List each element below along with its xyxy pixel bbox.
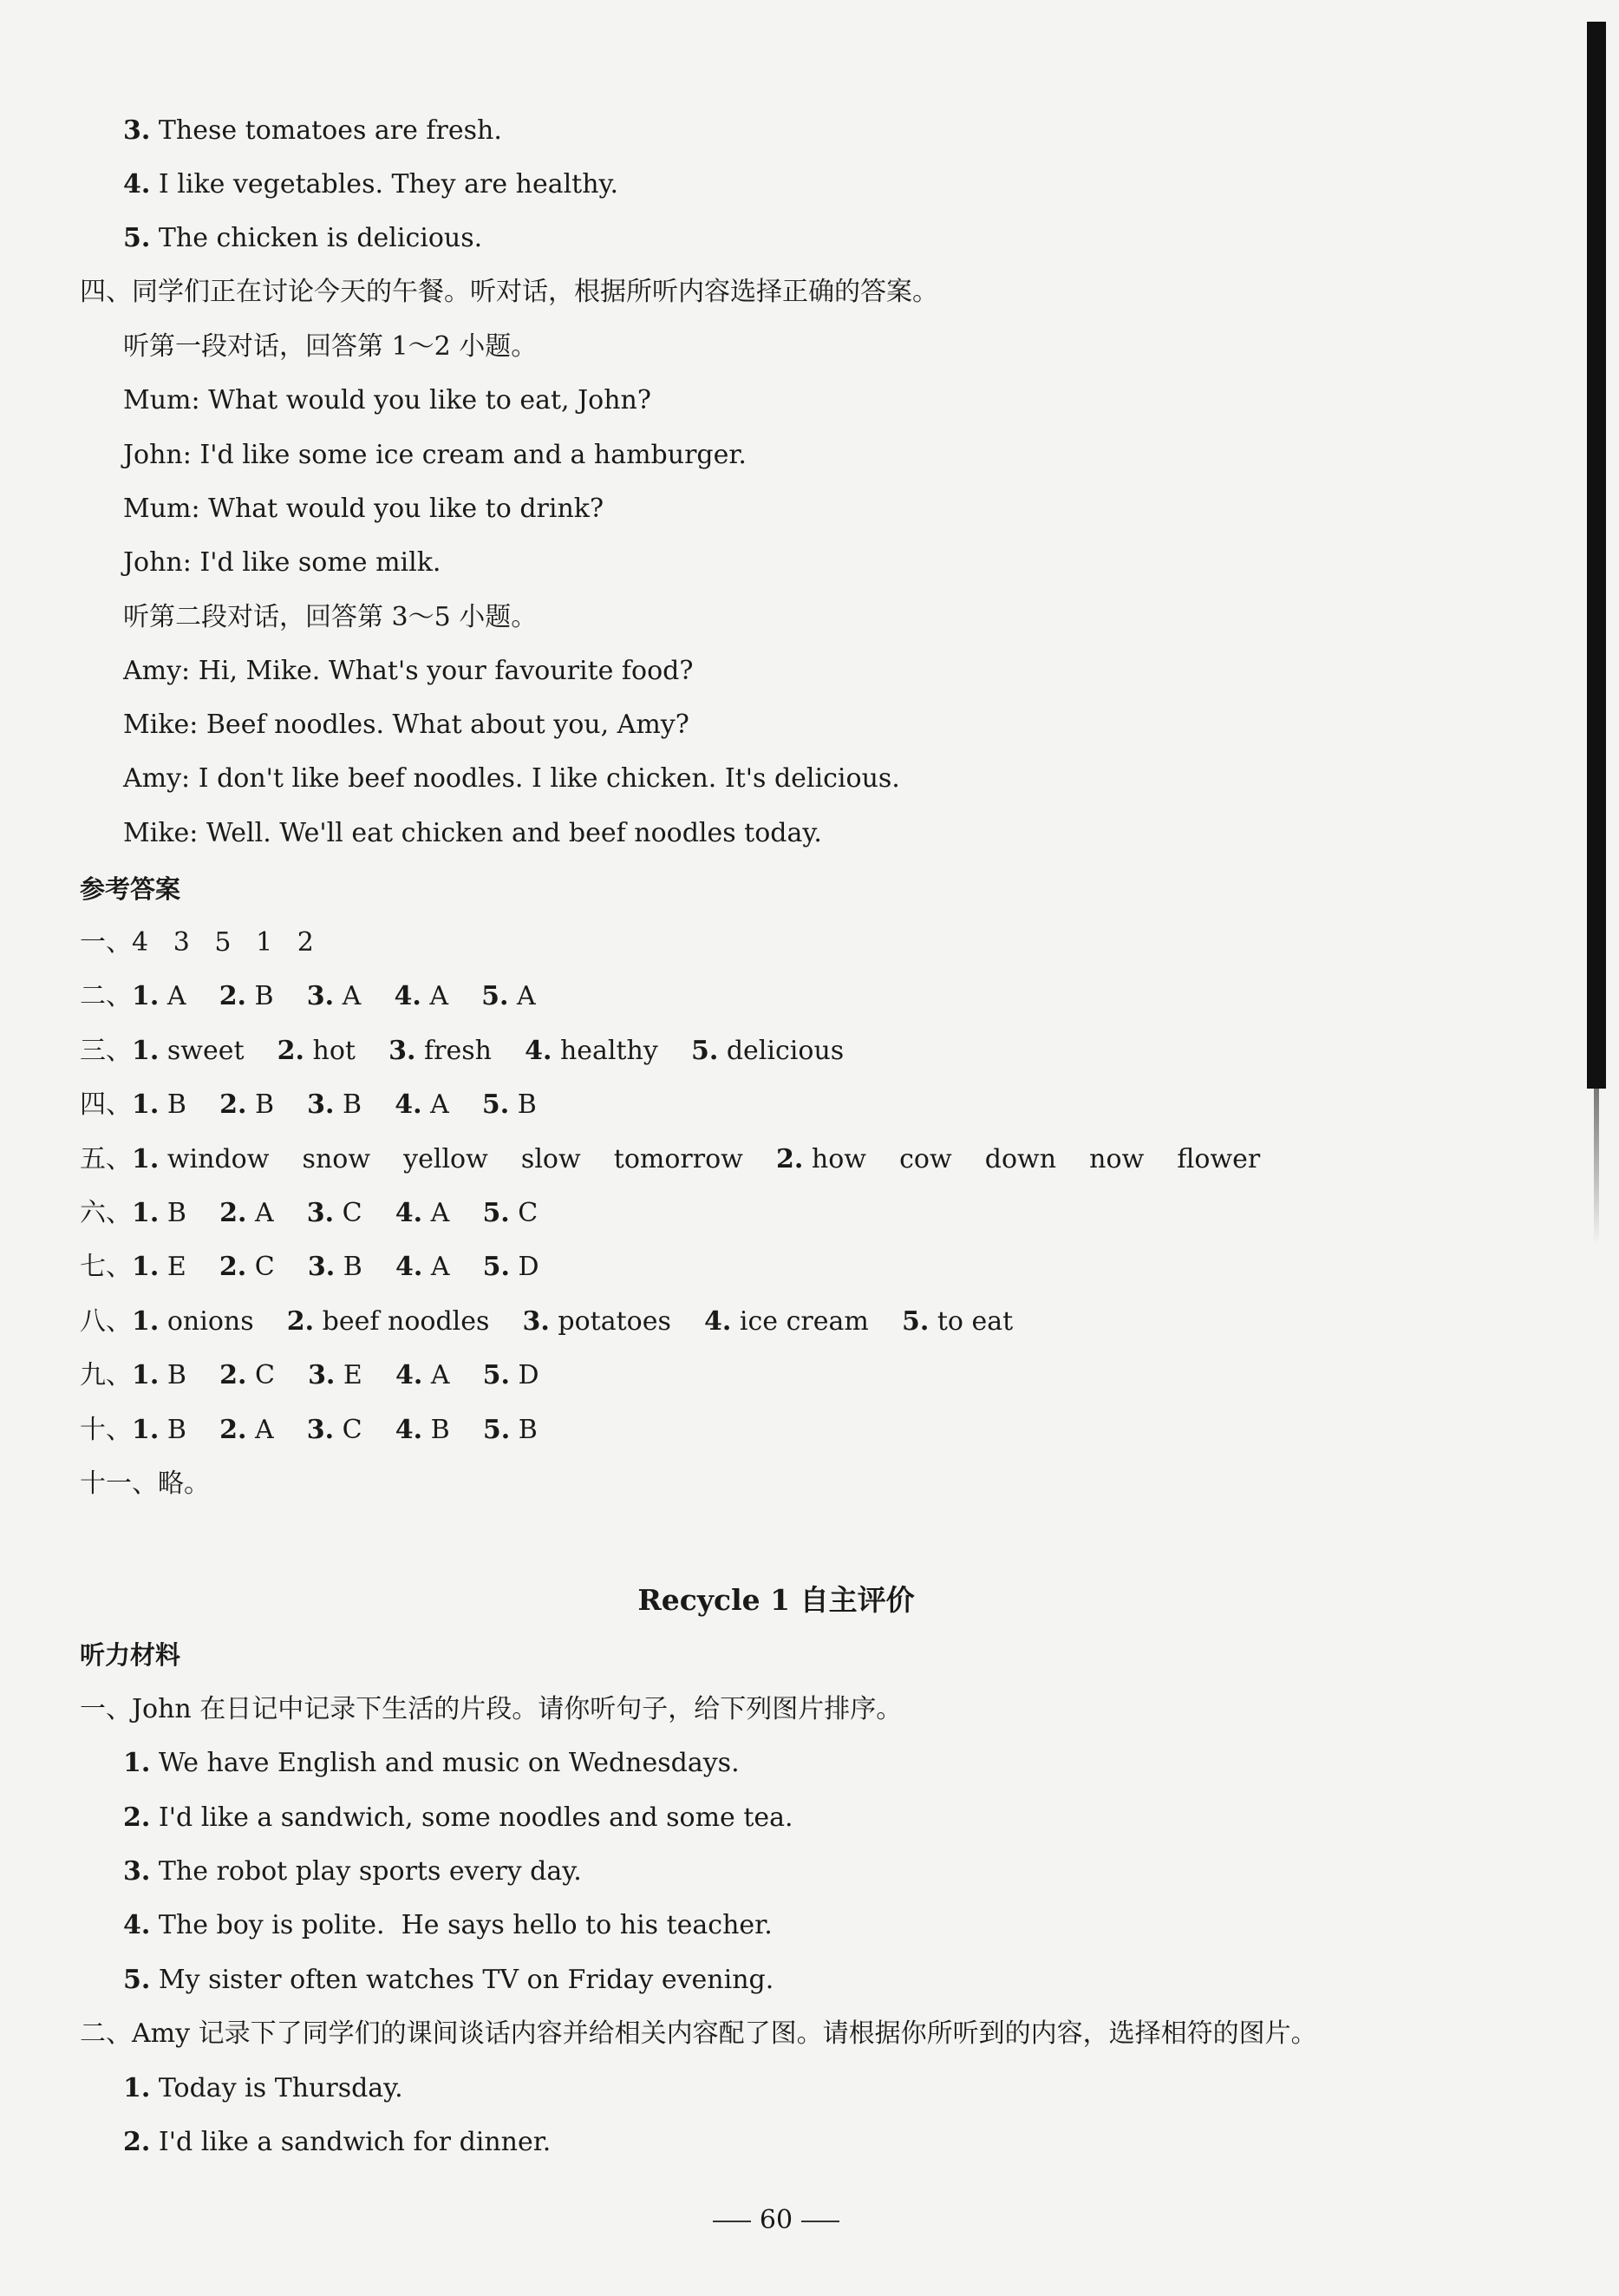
answer-item: 5. D — [482, 1360, 539, 1390]
answer-item: 3. A — [306, 981, 362, 1011]
answer-item: 1. B — [132, 1089, 186, 1120]
part1-instruction: 一、John 在日记中记录下生活的片段。请你听句子，给下列图片排序。 — [80, 1694, 903, 1724]
answer-item: 1. B — [132, 1360, 186, 1390]
scan-edge-fade — [1594, 1089, 1599, 1245]
answer-row — [80, 979, 536, 1014]
answer-item: 1. B — [132, 1198, 186, 1228]
answer-row — [80, 1196, 538, 1231]
dialog2-line: Mike: Well. We'll eat chicken and beef noodles today. — [123, 818, 822, 848]
part2-line: 2. I'd like a sandwich for dinner. — [123, 2127, 552, 2157]
answer-item: 3. fresh — [388, 1036, 492, 1066]
answer-item: 2. C — [219, 1252, 275, 1282]
answers-heading: 参考答案 — [80, 874, 181, 904]
answer-row-label: 四、 — [80, 1089, 132, 1120]
dialog1-intro: 听第一段对话，回答第 1～2 小题。 — [123, 331, 538, 362]
answer-item: 2. hot — [277, 1036, 356, 1066]
part2-instruction: 二、Amy 记录下了同学们的课间谈话内容并给相关内容配了图。请根据你所听到的内容，选择相符的图片。 — [80, 2018, 1317, 2049]
answer-row — [80, 926, 314, 960]
answer-row — [80, 1358, 539, 1393]
answer-item: 4. A — [394, 981, 448, 1011]
answer-row-label: 五、 — [80, 1144, 132, 1174]
answer-row — [80, 1142, 1260, 1177]
answer-item: 4. A — [395, 1198, 450, 1228]
dialog1-line: John: I'd like some ice cream and a hamburger. — [123, 440, 747, 470]
answer-item: 3. B — [307, 1252, 362, 1282]
answer-item: 4. healthy — [525, 1036, 658, 1066]
answer-item: 4. ice cream — [704, 1306, 869, 1337]
dialog2-intro: 听第二段对话，回答第 3～5 小题。 — [123, 602, 538, 632]
section-title: Recycle 1 自主评价 — [637, 1583, 915, 1617]
part1-line: 5. My sister often watches TV on Friday evening. — [123, 1965, 774, 1995]
answer-item: 3. C — [306, 1415, 362, 1445]
answer-row — [80, 1305, 1013, 1339]
answer-item: 5. D — [482, 1252, 539, 1282]
answer-row — [80, 1034, 844, 1069]
answer-item: 5. A — [481, 981, 536, 1011]
listening-line: 4. I like vegetables. They are healthy. — [123, 169, 619, 200]
answer-item: 5. B — [482, 1415, 538, 1445]
answer-item: 4. A — [395, 1252, 450, 1282]
part4-instruction: 四、同学们正在讨论今天的午餐。听对话，根据所听内容选择正确的答案。 — [80, 277, 938, 307]
answer-row-label: 十、 — [80, 1415, 132, 1445]
answer-row — [80, 1088, 537, 1122]
part1-line: 4. The boy is polite. He says hello to his teacher. — [123, 1910, 773, 1940]
part1-line: 3. The robot play sports every day. — [123, 1856, 582, 1887]
answer-item: 2. B — [219, 1089, 274, 1120]
answer-item: 2. A — [219, 1415, 274, 1445]
answer-item: 1. onions — [132, 1306, 254, 1337]
answer-row-label: 七、 — [80, 1252, 132, 1282]
answer-row-label: 二、 — [80, 981, 132, 1011]
answer-item: 3. E — [308, 1360, 362, 1390]
answer-row — [80, 1250, 539, 1285]
answer-item: 1. A — [132, 981, 186, 1011]
dialog1-line: John: I'd like some milk. — [123, 547, 441, 578]
answer-item: 4 3 5 1 2 — [132, 927, 314, 958]
answer-item: 3. B — [307, 1089, 362, 1120]
listening-line: 3. These tomatoes are fresh. — [123, 115, 502, 146]
dialog2-line: Amy: I don't like beef noodles. I like chicken. It's delicious. — [123, 763, 900, 794]
answer-item: 1. E — [132, 1252, 186, 1282]
answer-item: 2. C — [219, 1360, 275, 1390]
listening-line: 5. The chicken is delicious. — [123, 223, 483, 253]
answer-item: 3. potatoes — [522, 1306, 671, 1337]
answer-row-label: 十一、 — [80, 1469, 158, 1499]
answer-item: 1. B — [132, 1415, 186, 1445]
answer-item: 2. beef noodles — [286, 1306, 490, 1337]
answer-item: 5. delicious — [690, 1036, 845, 1066]
part1-line: 1. We have English and music on Wednesdays. — [123, 1748, 740, 1778]
answer-item: 4. B — [395, 1415, 450, 1445]
answer-item: 2. A — [219, 1198, 274, 1228]
answer-row — [80, 1467, 210, 1501]
answer-item: 5. B — [481, 1089, 537, 1120]
page-number: 60 — [0, 2203, 1552, 2238]
answer-row-label: 九、 — [80, 1360, 132, 1390]
answer-item: 3. C — [306, 1198, 362, 1228]
answer-item: 略。 — [158, 1469, 210, 1499]
answer-item: 1. sweet — [132, 1036, 245, 1066]
scan-edge-shadow — [1587, 22, 1606, 1089]
part2-line: 1. Today is Thursday. — [123, 2073, 403, 2103]
answer-item: 4. A — [395, 1089, 449, 1120]
answer-item: 2. how cow down now flower — [776, 1144, 1261, 1174]
answer-row-label: 八、 — [80, 1306, 132, 1337]
part1-line: 2. I'd like a sandwich, some noodles and some tea. — [123, 1802, 793, 1833]
listening-heading: 听力材料 — [80, 1640, 181, 1670]
answer-row-label: 六、 — [80, 1198, 132, 1228]
answer-item: 5. C — [482, 1198, 539, 1228]
dialog1-line: Mum: What would you like to drink? — [123, 494, 604, 524]
answer-item: 1. window snow yellow slow tomorrow — [132, 1144, 743, 1174]
answer-item: 4. A — [395, 1360, 450, 1390]
dialog2-line: Amy: Hi, Mike. What's your favourite food? — [123, 656, 694, 686]
answer-row-label: 一、 — [80, 927, 132, 958]
answer-item: 2. B — [219, 981, 274, 1011]
answer-item: 5. to eat — [901, 1306, 1014, 1337]
answer-row — [80, 1413, 538, 1448]
dialog2-line: Mike: Beef noodles. What about you, Amy? — [123, 710, 689, 740]
dialog1-line: Mum: What would you like to eat, John? — [123, 385, 651, 415]
answer-row-label: 三、 — [80, 1036, 132, 1066]
